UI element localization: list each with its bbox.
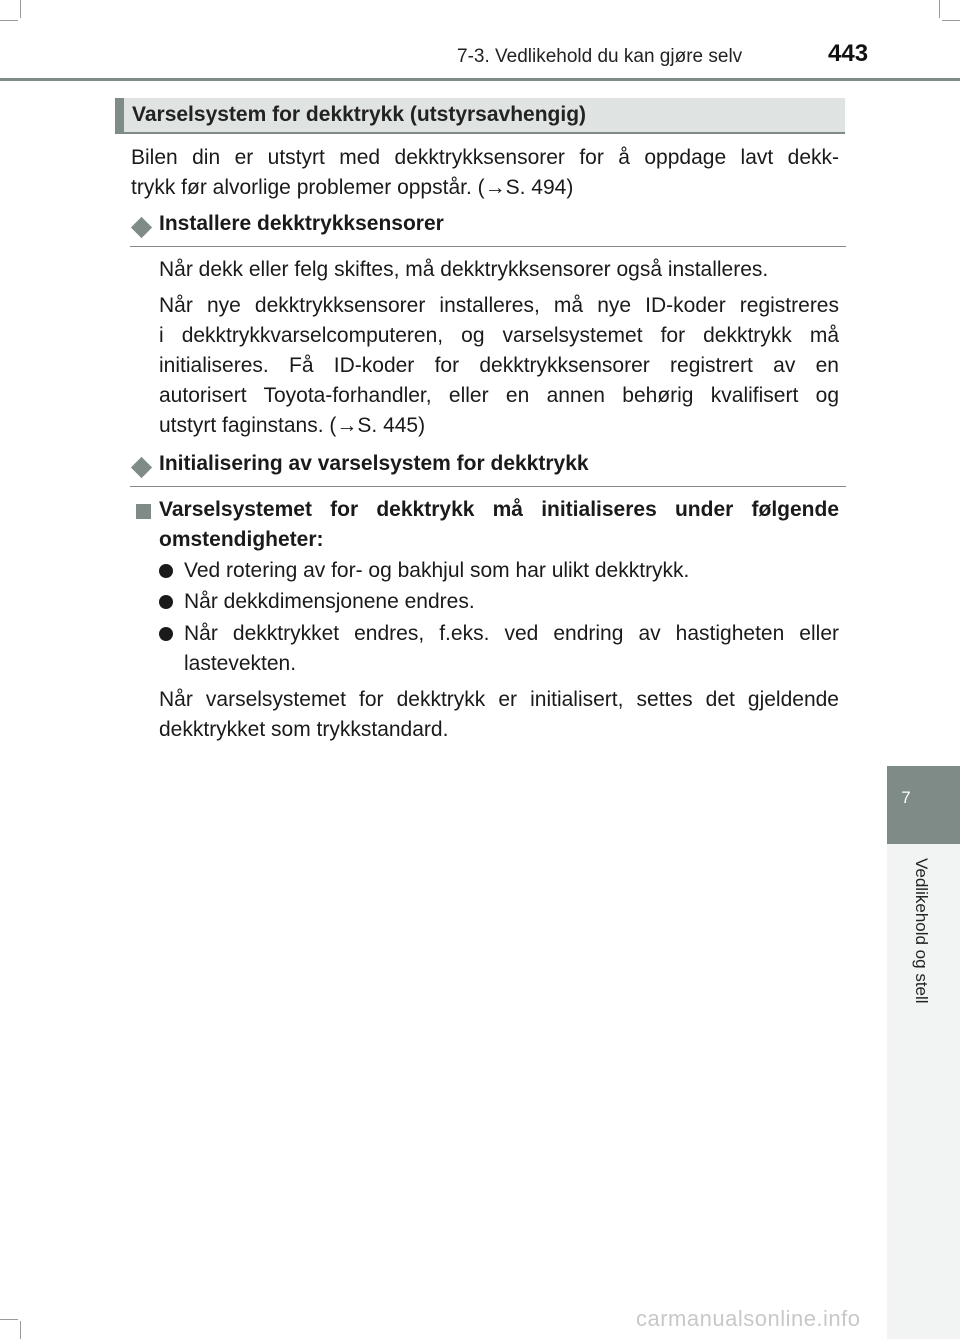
paragraph-line: dekktrykket som trykkstandard. — [159, 718, 449, 741]
bullet-dot-icon — [159, 595, 173, 609]
crop-mark — [942, 20, 960, 21]
paragraph-line: Når dekk eller felg skiftes, må dekktrykksensorer også installeres. — [159, 258, 769, 281]
paragraph-line: initialiseres. Få ID-koder for dekktrykksensorer registrert av en — [159, 354, 839, 377]
subsection-heading-text: Initialisering av varselsystem for dekktrykk — [159, 452, 589, 475]
diamond-bullet-icon — [131, 457, 152, 478]
paragraph-line: i dekktrykkvarselcomputeren, og varselsystemet for dekktrykk må — [159, 324, 839, 347]
paragraph-line: autorisert Toyota-forhandler, eller en annen behørig kvalifisert og — [159, 384, 839, 407]
bullet-item — [184, 556, 839, 586]
bullet-item — [184, 619, 839, 679]
crop-mark — [20, 1321, 21, 1339]
diamond-bullet-icon — [131, 217, 152, 238]
chapter-number: 7 — [901, 788, 911, 807]
condition-heading-line: omstendigheter: — [159, 528, 324, 551]
section-title: Varselsystem for dekktrykk (utstyrsavhengig) — [132, 103, 587, 126]
bullet-dot-icon — [159, 564, 173, 578]
paragraph-line: utstyrt faginstans. (→S. 445) — [159, 414, 426, 437]
page-number: 443 — [828, 40, 869, 67]
header-divider — [0, 78, 960, 81]
crop-mark — [0, 1319, 18, 1320]
condition-heading-line: Varselsystemet for dekktrykk må initialiseres under følgende — [159, 498, 839, 521]
bullet-text: lastevekten. — [184, 652, 297, 675]
section-title-bar — [115, 98, 845, 134]
running-header: 7-3. Vedlikehold du kan gjøre selv — [457, 46, 743, 67]
subsection-heading-initialisering — [130, 450, 846, 487]
intro-line: Bilen din er utstyrt med dekktrykksensorer for å oppdage lavt dekk- — [131, 146, 839, 169]
crop-mark — [20, 0, 21, 18]
bullet-text: Ved rotering av for- og bakhjul som har ulikt dekktrykk. — [184, 559, 690, 582]
subsection-heading-installere — [130, 210, 846, 247]
closing-paragraph — [159, 685, 839, 745]
crop-mark — [0, 20, 18, 21]
paragraph-line: Når varselsystemet for dekktrykk er initialisert, settes det gjeldende — [159, 688, 839, 711]
paragraph-line: Når nye dekktrykksensorer installeres, må nye ID-koder registreres — [159, 294, 839, 317]
bullet-item — [184, 587, 839, 617]
bullet-text: Når dekktrykket endres, f.eks. ved endring av hastigheten eller — [184, 622, 839, 645]
intro-line: trykk før alvorlige problemer oppstår. (→S. 494) — [131, 176, 574, 199]
chapter-title: Vedlikehold og stell — [912, 858, 931, 1004]
id-code-paragraph — [159, 291, 839, 441]
subsection-heading-text: Installere dekktrykksensorer — [159, 212, 444, 235]
square-bullet-icon — [136, 504, 151, 519]
title-accent-bar — [115, 98, 124, 134]
bullet-text: Når dekkdimensjonene endres. — [184, 590, 475, 613]
condition-heading — [159, 495, 839, 555]
bullet-dot-icon — [159, 627, 173, 641]
intro-paragraph — [131, 143, 839, 203]
watermark: carmanualsonline.info — [636, 1306, 861, 1331]
crop-mark — [939, 0, 940, 18]
chapter-tab — [887, 766, 960, 844]
sensor-replacement-paragraph — [159, 255, 839, 285]
